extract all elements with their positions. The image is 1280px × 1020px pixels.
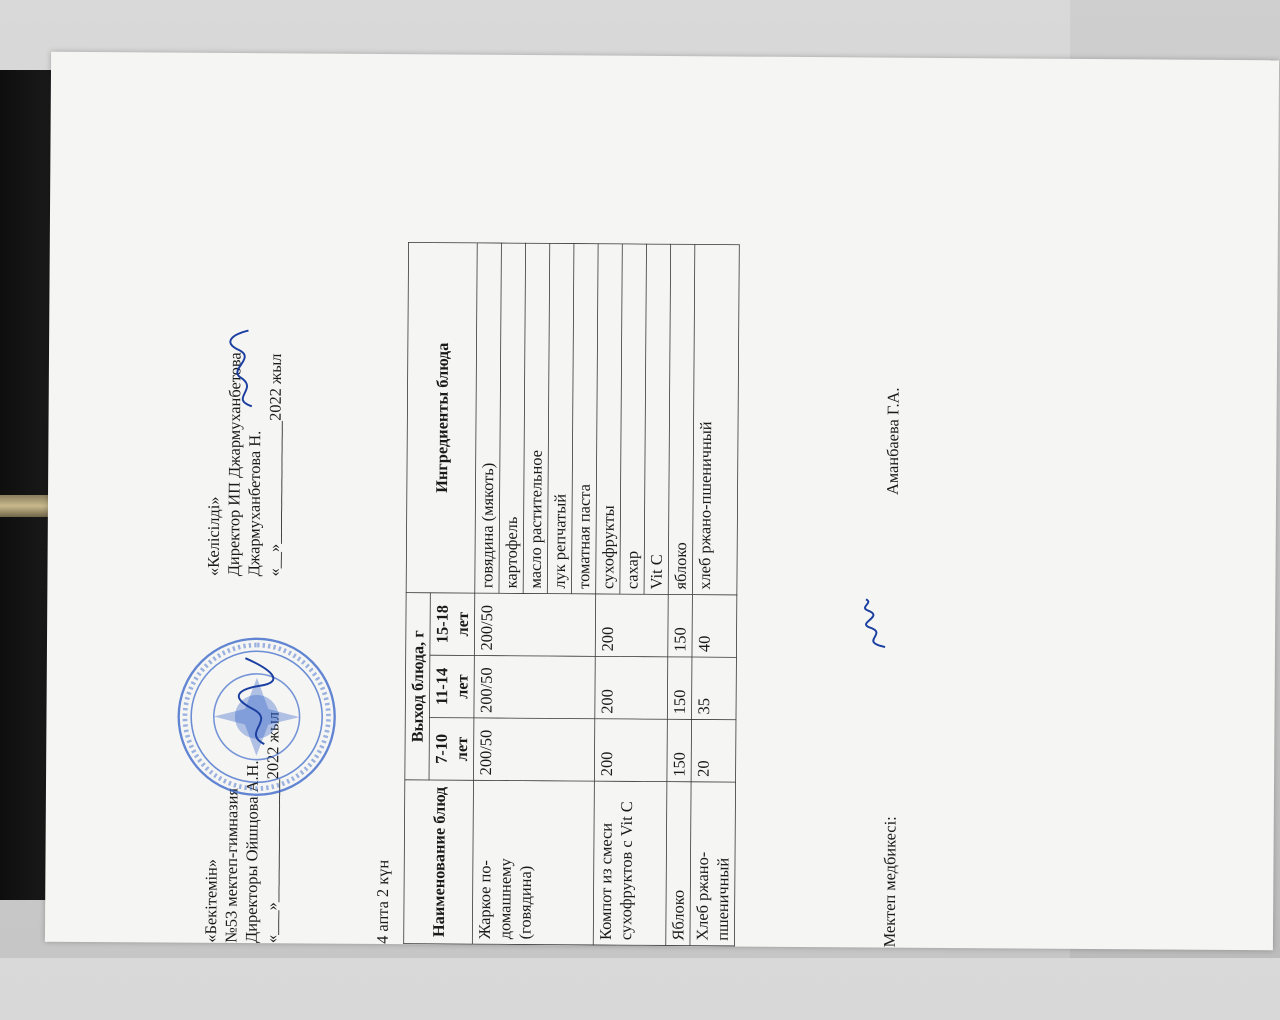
- ingredient: сухофрукты: [596, 244, 623, 594]
- document-sheet: [45, 52, 1279, 951]
- nurse-name: Аманбаева Г.А.: [883, 387, 903, 496]
- yield-value: 150: [668, 594, 693, 657]
- header-age-1: 7-10 лет: [429, 718, 474, 781]
- dish-name: Хлеб ржано-пшеничный: [690, 782, 736, 946]
- header-ingredients: Ингредиенты блюда: [406, 242, 477, 593]
- yield-value: 200: [594, 719, 667, 782]
- approval-date: «___»_______________2022 жыл: [262, 711, 283, 944]
- table-row: [690, 244, 739, 946]
- director-signature-icon: [233, 654, 280, 748]
- yield-value: 200/50: [473, 718, 594, 781]
- ingredient: Vit C: [644, 244, 671, 594]
- agreement-name: Джармуханбетова Н.: [244, 430, 265, 577]
- ingredient: масло растительное: [523, 243, 550, 593]
- nurse-label: Мектеп медбикесі:: [879, 816, 900, 948]
- agreement-date: «__»_______________2022 жыл: [264, 353, 285, 577]
- ingredient: картофель: [499, 243, 526, 593]
- agreement-signature-icon: [224, 327, 264, 413]
- agreement-position: Директор ИП Джармуханбетова: [224, 352, 245, 577]
- agreement-title: «Келісілді»: [203, 496, 224, 577]
- ingredient: сахар: [620, 244, 647, 594]
- yield-value: 200: [595, 656, 668, 719]
- header-dish: Наименование блюд: [404, 780, 474, 944]
- nurse-signature-block: [879, 261, 903, 948]
- ingredient: хлеб ржано-пшеничный: [692, 244, 739, 595]
- approval-org: №53 мектеп-гимназия: [221, 787, 242, 943]
- approval-title: «Бекітемін»: [201, 858, 221, 943]
- dish-name: Яблоко: [666, 782, 691, 946]
- ingredient: яблоко: [668, 244, 695, 594]
- approval-block-right: [203, 248, 286, 576]
- nurse-signature-icon: [850, 596, 897, 651]
- dish-name: Компот из смеси сухофруктов с Vit C: [593, 781, 667, 945]
- yield-value: 150: [667, 719, 692, 782]
- ingredient: томатная паста: [572, 244, 599, 594]
- table-row: [472, 243, 501, 944]
- document-content: [184, 264, 1125, 1019]
- yield-value: 200/50: [474, 656, 595, 719]
- ingredient: лук репчатый: [547, 243, 574, 593]
- week-day-label: 4 апта 2 күн: [372, 859, 393, 944]
- table-header-row: [404, 242, 433, 943]
- menu-table: [403, 242, 739, 946]
- approval-director: Директоры Ойшцова А.Н.: [241, 760, 262, 944]
- yield-value: 150: [667, 657, 692, 720]
- ingredient: говядина (мякоть): [475, 243, 502, 593]
- header-yield: Выход блюда, г: [405, 593, 430, 780]
- yield-value: 20: [691, 719, 736, 782]
- yield-value: 40: [692, 595, 737, 658]
- table-row: [593, 244, 622, 945]
- approval-block-left: [201, 615, 284, 943]
- yield-value: 200/50: [474, 593, 595, 656]
- yield-value: 200: [595, 594, 668, 657]
- header-age-3: 15-18 лет: [430, 593, 475, 656]
- yield-value: 35: [692, 657, 737, 720]
- header-age-2: 11-14 лет: [429, 655, 474, 718]
- dish-name: Жаркое по-домашнему (говядина): [472, 780, 594, 945]
